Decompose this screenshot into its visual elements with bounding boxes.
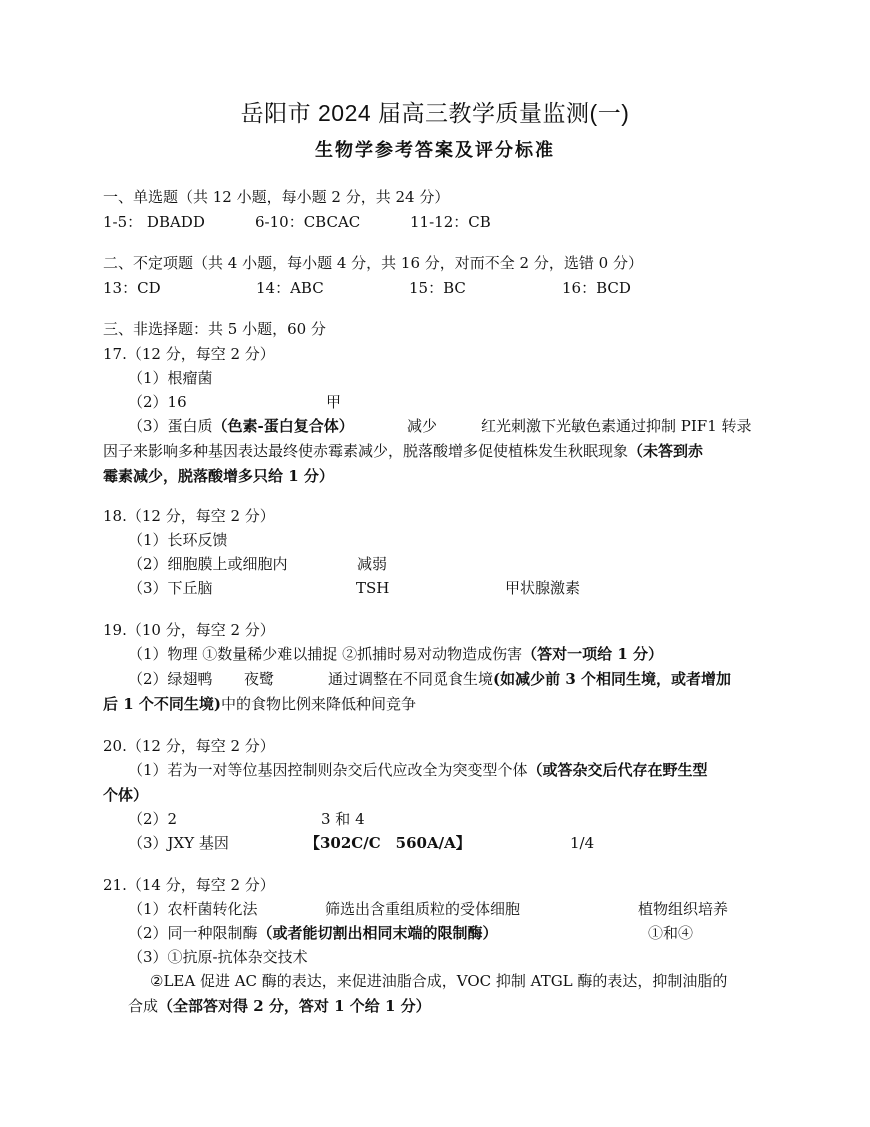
section-3-heading: 三、非选择题：共 5 小题，60 分 <box>103 320 326 338</box>
q19-part2-line2: 后 1 个不同生境)中的食物比例来降低种间竞争 <box>103 695 416 713</box>
q19-part1: （1）物理 ①数量稀少难以捕捉 ②抓捕时易对动物造成伤害（答对一项给 1 分） <box>128 645 663 663</box>
q20-part1-line2: 个体） <box>103 786 149 804</box>
q18-part2-answer: 减弱 <box>357 555 388 573</box>
q17-part3-line2: 因子来影响多种基因表达最终使赤霉素减少，脱落酸增多促使植株发生秋眠现象（未答到赤 <box>103 442 704 460</box>
q18-part3-answer-2: TSH <box>356 579 390 597</box>
q19-part2-answer-3: 通过调整在不同觅食生境(如减少前 3 个相同生境，或者增加 <box>328 670 731 688</box>
q20-part2: （2）2 <box>128 810 178 828</box>
answer-6-10: 6-10：CBCAC <box>255 213 361 231</box>
q20-part2-answer: 3 和 4 <box>321 810 365 828</box>
q21-part1-answer-3: 植物组织培养 <box>638 900 729 918</box>
answer-11-12: 11-12：CB <box>410 213 491 231</box>
page-title: 岳阳市 2024 届高三教学质量监测(一) <box>240 100 630 126</box>
q20-part1: （1）若为一对等位基因控制则杂交后代应改全为突变型个体（或答杂交后代存在野生型 <box>128 761 708 779</box>
q21-part3: （3）①抗原-抗体杂交技术 <box>128 948 308 966</box>
q18-part3: （3）下丘脑 <box>128 579 213 597</box>
q17-part2: （2）16 <box>128 393 187 411</box>
q21-heading: 21.（14 分，每空 2 分） <box>103 876 275 894</box>
q20-heading: 20.（12 分，每空 2 分） <box>103 737 275 755</box>
answer-13: 13：CD <box>103 279 161 297</box>
q17-part3-line3: 霉素减少，脱落酸增多只给 1 分） <box>103 467 334 485</box>
answer-14: 14：ABC <box>256 279 324 297</box>
section-2-heading: 二、不定项题（共 4 小题，每小题 4 分，共 16 分，对而不全 2 分，选错 0 分） <box>103 254 643 272</box>
answer-16: 16：BCD <box>562 279 631 297</box>
q18-part1: （1）长环反馈 <box>128 531 228 549</box>
q17-part3-answer-2: 减少 <box>407 417 438 435</box>
q21-part1: （1）农杆菌转化法 <box>128 900 258 918</box>
q17-part2-answer: 甲 <box>326 393 342 411</box>
q20-part3-answer-2: 【302C/C 560A/A】 <box>305 834 471 852</box>
q21-part3-item2: ②LEA 促进 AC 酶的表达，来促进油脂合成，VOC 抑制 ATGL 酶的表达，抑制油脂的 <box>150 972 728 990</box>
section-1-heading: 一、单选题（共 12 小题，每小题 2 分，共 24 分） <box>103 188 450 206</box>
q17-part3-answer-3: 红光刺激下光敏色素通过抑制 PIF1 转录 <box>481 417 752 435</box>
q20-part3-answer-3: 1/4 <box>570 834 595 852</box>
q18-part3-answer-3: 甲状腺激素 <box>505 579 581 597</box>
q17-heading: 17.（12 分，每空 2 分） <box>103 345 275 363</box>
q20-part3: （3）JXY 基因 <box>128 834 229 852</box>
q21-part1-answer-2: 筛选出含重组质粒的受体细胞 <box>325 900 521 918</box>
answer-1-5: 1-5： DBADD <box>103 213 205 231</box>
q21-part3-item2-line2: 合成（全部答对得 2 分，答对 1 个给 1 分） <box>128 997 431 1015</box>
q17-part3-answer: （3）蛋白质 <box>128 417 213 435</box>
q17-part1: （1）根瘤菌 <box>128 369 213 387</box>
q21-part2: （2）同一种限制酶（或者能切割出相同末端的限制酶） <box>128 924 498 942</box>
answer-15: 15：BC <box>409 279 466 297</box>
q19-heading: 19.（10 分，每空 2 分） <box>103 621 275 639</box>
page-subtitle: 生物学参考答案及评分标准 <box>315 140 555 161</box>
q19-part2-answer-2: 夜鹭 <box>244 670 275 688</box>
q17-part3 <box>128 415 354 437</box>
q17-part3-note: （色素-蛋白复合体） <box>212 417 354 435</box>
q21-part2-answer-2: ①和④ <box>648 924 694 942</box>
q18-part2: （2）细胞膜上或细胞内 <box>128 555 288 573</box>
q19-part2: （2）绿翅鸭 <box>128 670 213 688</box>
q18-heading: 18.（12 分，每空 2 分） <box>103 507 275 525</box>
